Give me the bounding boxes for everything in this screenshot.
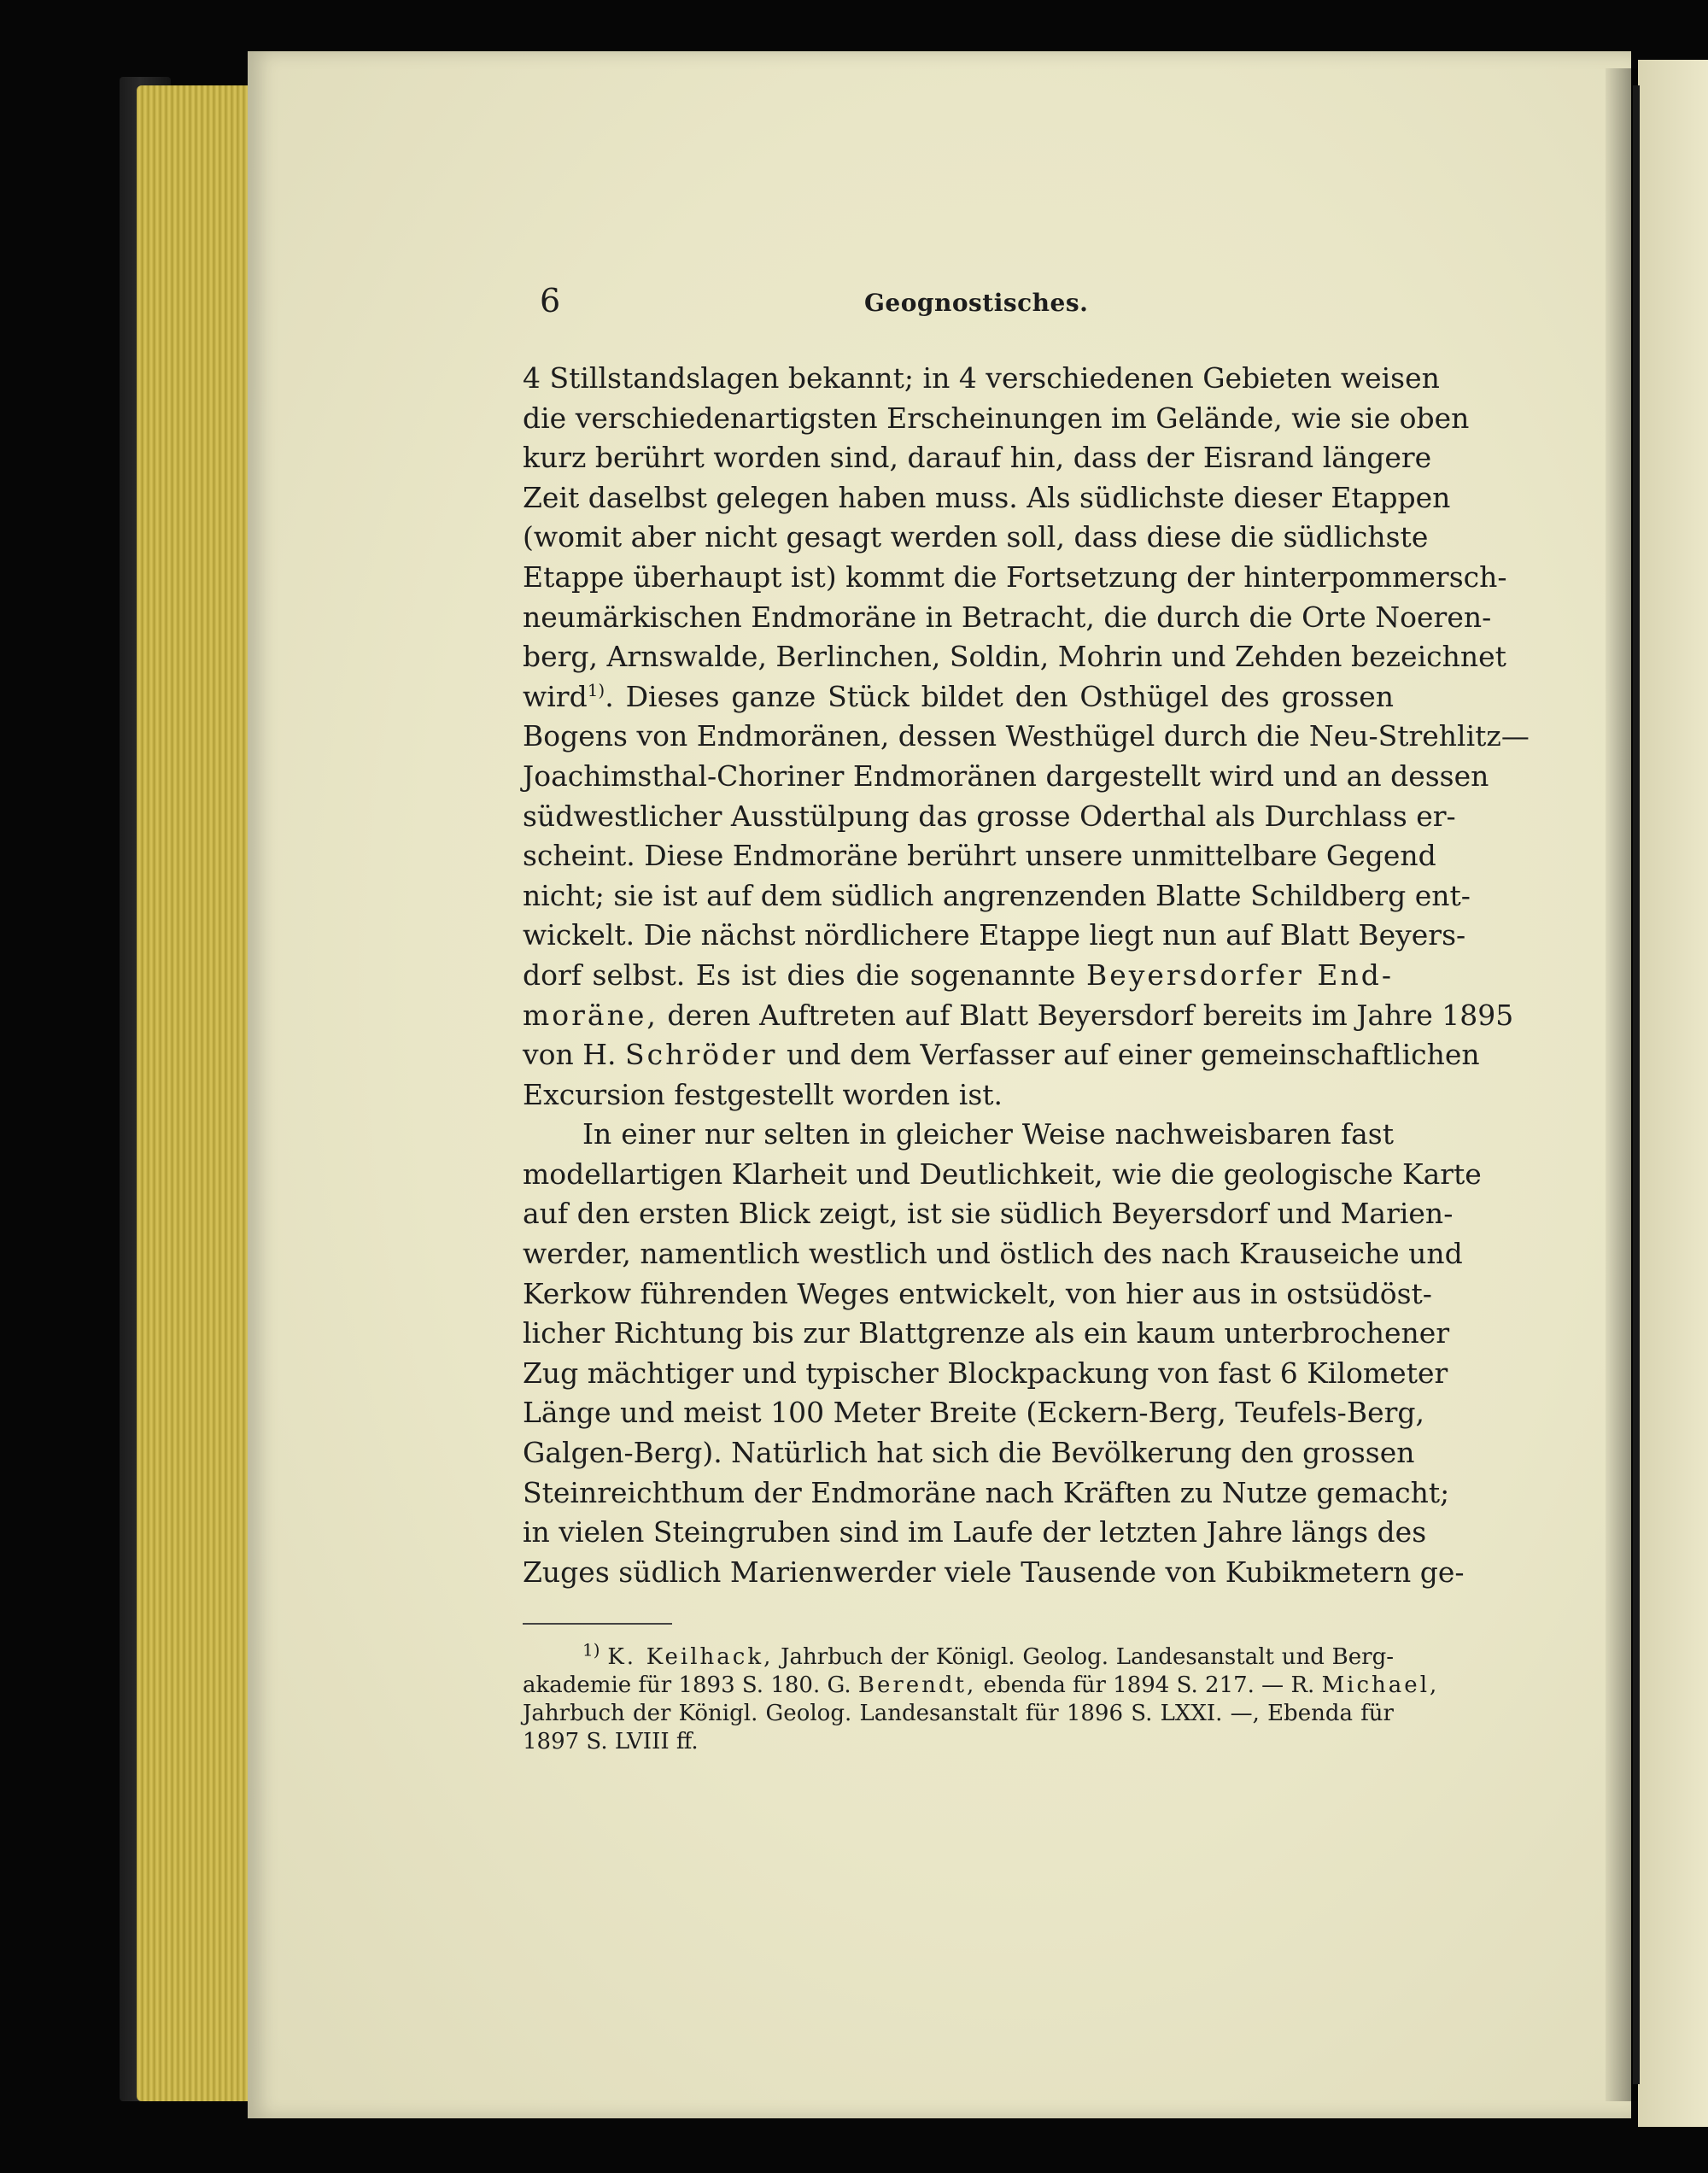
text-line: licher Richtung bis zur Blattgrenze als ein kaum unterbrochener: [523, 1316, 1450, 1350]
cited-author: Michael,: [1321, 1672, 1440, 1699]
text-line: wickelt. Die nächst nördlichere Etappe liegt nun auf Blatt Beyers-: [523, 918, 1466, 952]
text-line: 4 Stillstandslagen bekannt; in 4 verschiedenen Gebieten weisen: [523, 361, 1440, 395]
text-fragment: deren Auftreten auf Blatt Beyersdorf bereits im Jahre 1895: [667, 998, 1514, 1032]
text-line: [523, 677, 1394, 718]
spaced-term: Beyersdorfer End-: [1085, 958, 1394, 992]
text-line: Bogens von Endmoränen, dessen Westhügel durch die Neu-Strehlitz—: [523, 719, 1530, 753]
text-line: werder, namentlich westlich und östlich des nach Krauseiche und: [523, 1237, 1463, 1271]
page-content: [523, 282, 1530, 1756]
page-number: 6: [540, 282, 561, 319]
text-line: Zuges südlich Marienwerder viele Tausende von Kubikmetern ge-: [523, 1555, 1465, 1589]
footnote-marker: 1): [582, 1639, 600, 1660]
footnote-divider: [523, 1623, 672, 1625]
text-line: Galgen-Berg). Natürlich hat sich die Bevölkerung den grossen: [523, 1436, 1415, 1470]
footnote-line: 1897 S. LVIII ff.: [523, 1729, 699, 1755]
text-line: berg, Arnswalde, Berlinchen, Soldin, Mohrin und Zehden bezeichnet: [523, 640, 1506, 674]
cited-author: Berendt,: [857, 1672, 977, 1699]
footnote-reference[interactable]: 1): [587, 679, 605, 700]
gilded-page-edges: [137, 85, 256, 2101]
text-line: Zeit daselbst gelegen haben muss. Als südlichste dieser Etappen: [523, 480, 1451, 514]
text-line: modellartigen Klarheit und Deutlichkeit, wie die geologische Karte: [523, 1157, 1482, 1191]
text-line: kurz berührt worden sind, darauf hin, dass der Eisrand längere: [523, 441, 1432, 475]
text-fragment: wird: [523, 679, 588, 713]
text-fragment: von H.: [523, 1038, 617, 1072]
text-line: Länge und meist 100 Meter Breite (Eckern-Berg, Teufels-Berg,: [523, 1396, 1424, 1430]
text-fragment: und dem Verfasser auf einer gemeinschaftlichen: [786, 1038, 1480, 1072]
text-fragment: Jahrbuch der Königl. Geolog. Landesanstalt und Berg-: [781, 1644, 1395, 1671]
text-line: die verschiedenartigsten Erscheinungen im Gelände, wie sie oben: [523, 401, 1470, 435]
cited-author: K. Keilhack,: [607, 1644, 774, 1671]
text-line: [523, 1035, 1480, 1075]
text-line: auf den ersten Blick zeigt, ist sie südlich Beyersdorf und Marien-: [523, 1197, 1454, 1231]
text-line: Joachimsthal-Choriner Endmoränen dargestellt wird und an dessen: [523, 758, 1489, 793]
text-fragment: . Dieses ganze Stück bildet den Osthügel des grossen: [605, 679, 1394, 713]
footnote: [523, 1639, 1440, 1756]
footnote-line: Jahrbuch der Königl. Geolog. Landesanstalt für 1896 S. LXXI. —, Ebenda für: [523, 1701, 1394, 1727]
text-line: [523, 956, 1394, 996]
facing-page-edge: [1638, 60, 1708, 2127]
footnote-line: [523, 1639, 1395, 1672]
spaced-term: moräne,: [523, 998, 658, 1032]
text-line: scheint. Diese Endmoräne berührt unsere unmittelbare Gegend: [523, 839, 1436, 873]
text-line: In einer nur selten in gleicher Weise nachweisbaren fast: [582, 1117, 1394, 1151]
running-title: Geognostisches.: [864, 289, 1089, 317]
text-line: Zug mächtiger und typischer Blockpackung von fast 6 Kilometer: [523, 1356, 1448, 1390]
text-line: neumärkischen Endmoräne in Betracht, die durch die Orte Noeren-: [523, 600, 1492, 634]
text-fragment: akademie für 1893 S. 180. G.: [523, 1672, 851, 1699]
body-text: [523, 359, 1530, 1592]
text-line: Steinreichthum der Endmoräne nach Kräften zu Nutze gemacht;: [523, 1475, 1450, 1509]
text-line: (womit aber nicht gesagt werden soll, dass diese die südlichste: [523, 520, 1429, 554]
text-line: südwestlicher Ausstülpung das grosse Oderthal als Durchlass er-: [523, 799, 1456, 833]
text-line: [523, 996, 1514, 1036]
text-fragment: ebenda für 1894 S. 217. — R.: [983, 1672, 1315, 1699]
footnote-line: [523, 1672, 1440, 1700]
running-head: [523, 282, 1394, 325]
text-line: in vielen Steingruben sind im Laufe der letzten Jahre längs des: [523, 1515, 1427, 1549]
text-fragment: dorf selbst. Es ist dies die sogenannte: [523, 958, 1076, 992]
text-line: Etappe überhaupt ist) kommt die Fortsetzung der hinterpommersch-: [523, 559, 1507, 594]
text-line: nicht; sie ist auf dem südlich angrenzenden Blatte Schildberg ent-: [523, 878, 1471, 912]
text-line: Kerkow führenden Weges entwickelt, von hier aus in ostsüdöst-: [523, 1276, 1432, 1310]
spaced-name: Schröder: [625, 1038, 778, 1072]
facing-page-gutter: [1633, 85, 1640, 2084]
text-line: Excursion festgestellt worden ist.: [523, 1077, 1003, 1111]
